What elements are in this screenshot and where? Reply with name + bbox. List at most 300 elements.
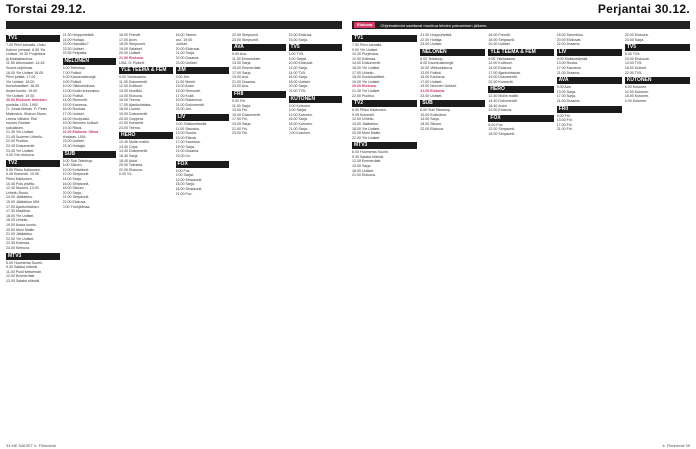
program-listing: 21.00 Elokuva. [352,173,376,178]
program-listing: 22.00 Elokuva. [62,200,87,204]
program-listing: Uutiset. [175,42,188,47]
program-listing: 13.00 Autot. [175,84,195,89]
program-listing: 17.00 Frii. [556,122,573,127]
program-listing: 23.00 Sarja. [288,37,308,42]
program-listing: 22.00 Elokuva. [288,33,313,37]
program-listing: 9.30 Salatut elämät. [352,154,384,159]
program-listing: 0.00 Yöohjelmaa. [62,204,91,209]
program-listing: 15.00 Kauneus. [62,102,88,107]
program-listing: nuoren Ruotsin [6,121,31,126]
program-listing: 10.00 Viikkoelokuva. [62,84,96,89]
program-listing: 17.00 Ajankohtaista. [488,70,521,75]
program-listing: 23.00 Frii. [232,131,248,136]
program-listing: 9.45 Kummeli. 10.00 [6,172,39,177]
listing-column [488,33,553,439]
program-listing: 12.00 Kutonen. [624,89,650,94]
channel-header: TV5 [289,44,343,51]
listing-column [557,33,622,439]
program-listing: 13.00 Frii. [232,108,248,113]
program-listing: 13.00 Sarja. [232,61,252,66]
program-listing: 13.00 Frii. [556,118,573,123]
program-listing: 6.00 Kutonen. [288,103,311,108]
program-listing: 21.30 Yle Uutiset. [352,88,381,93]
program-listing: 9.45 Kummeli. [352,112,375,117]
program-listing: 18.00 Uutiset. [352,168,375,173]
program-listing: O: Jonas Mekas. P: Peter [6,107,47,112]
program-listing: 12.00 Urheilu. [352,117,375,122]
channel-header: FOX [488,115,553,122]
program-listing: 13.00 Poliisit. [420,70,442,75]
program-listing: 16.00 Sarja. [288,75,308,80]
channel-header: YLE TEEMA & FEM [119,67,173,74]
program-listing: 18.00 Tammi- [175,33,198,37]
channel-header: LIV [557,49,622,56]
program-listing: 23.00 Uutiset. [420,93,443,98]
program-listing: 21.00 Frii. [232,126,248,131]
program-listing: 9.00 Ava. [232,52,247,57]
channel-header: YLE TEEMA & FEM [488,49,553,56]
footer-left: 34 ME NAISET Ir. Filmiviesti [6,443,57,448]
program-listing: 17.00 Kauneus. [556,65,582,70]
program-listing: 15.00 Sarja. [175,182,195,187]
program-listing: 6.00 Sub Teleshop. [62,158,94,163]
program-listing: 10.30 Purjehdus. [352,52,380,57]
program-listing: 21.00 Sarja. [175,51,195,56]
program-listing: 20.00 Moni Mallin. [352,131,382,136]
program-listing: 14.00 TV5. [288,70,307,75]
program-listing: 18.00 Yle Uutiset. [6,213,35,218]
program-listing: 12.00 Sarja. [288,65,308,70]
program-listing: 21.00 Draama. [232,79,256,84]
program-listing: 7.00 Pihvi samalla. [352,43,383,47]
channel-header: HERO [119,132,173,139]
program-listing: 17.00 Kokit. [175,93,195,98]
program-listing: Uutiset. 10.30 Purjehdus [6,52,46,57]
program-listing: 9.00 Jim. [175,75,191,80]
program-listing: 7.00 Poliisit. [62,70,82,75]
program-listing: 18.00 Uutiset. [288,79,311,84]
program-listing: 14.40 Dokumentti. [488,98,518,103]
program-listing: 21.00 Simpsonit. [62,195,90,200]
program-listing: 20.00 Ooppera. [119,116,144,121]
program-listing: 14.00 TV5. [624,61,643,66]
program-listing: USA. O: Robert. [119,60,145,65]
program-listing: 18.40 Autot. [119,158,139,163]
program-listing: 11.55 Ulkomaiset. 14.45 [6,61,45,66]
program-listing: 19.00 Sarja. [232,121,252,126]
program-listing: 21.00 Dokumentti. [175,102,205,107]
program-listing: 9.00 Ykkösaamu. [119,75,147,80]
program-listing: 17.00 Uutiset. [62,111,85,116]
program-listing: 21.30 Huippuhetkiä. [420,33,453,37]
program-listing: 18.00 Yle Uutiset. [352,126,381,131]
program-listing: 0.00 Yö. [119,172,133,177]
program-listing: 18.40 Autot. [488,103,508,108]
movie-listing: 21.00 Elokuva. [119,55,144,60]
listing-column [352,33,417,439]
movie-listing: 20.00 Elokuva: Ihmisten [6,98,47,103]
program-listing: 6.00 Fox. [175,168,191,173]
program-listing: 11.00 Emmerdale. [232,56,262,61]
program-listing: 23.30 Uutiset. [62,46,85,51]
listing-column [6,33,60,439]
program-listing: 0.00 Kutonen. [624,98,648,103]
program-listing: 9.00 Poliisit. [62,79,82,84]
program-listing: 6.00 Kutonen. [624,85,648,90]
program-listing: 9.00 Yle Uutiset. [352,47,379,52]
top-bar-left [6,21,342,29]
channel-header: KUTONEN [625,77,690,84]
program-listing: 12.00 Simpsonit. [175,177,203,182]
program-listing: 19.30 Rikos. [62,125,83,130]
program-listing: Urheilu-Ruutu. [6,190,30,195]
program-listing: 19.00 Nelonen Uutiset. [420,84,457,89]
program-listing: 18.00 Kutonen. [624,94,650,99]
program-listing: 15.00 Jääkiekko. [352,121,379,126]
program-listing: 6.00 Fox. [488,122,504,127]
channel-header: LIV [176,114,230,121]
program-listing: ehdokas. USA. [62,134,87,139]
listing-columns-left [6,33,342,439]
program-listing: 23.55 Pelipaita. [62,51,88,56]
program-listing: 18.00 Sitcom. [62,186,85,191]
program-listing: 15.00 Dokumentti. [232,112,262,117]
listing-columns-right [352,33,690,439]
program-listing: 22.00 Puoliso. [6,139,29,144]
program-listing: 16.00 Yle Uutiset 16.05 [6,70,44,75]
program-listing: 20.00 Elokuvat. [175,46,201,51]
program-listing: 12.00 Kulttuuri. [488,61,513,66]
program-listing: puolella. USA. 1992. [6,102,39,107]
program-listing: 8.00 Sitcom. [62,163,83,168]
program-listing: 23.00 Liv. [175,154,191,159]
program-listing: 23.00 Uutiset. [420,42,443,47]
program-listing: sukulaisen. [6,125,24,130]
program-listing: 22.00 Elokuva. [488,108,513,113]
program-listing: 23.00 Jim. [175,107,193,112]
program-listing: 11.00 Dokumentti. [119,79,148,84]
program-listing: 13.00 Ruoka. [175,131,197,136]
program-listing: 6.00 Teleshop. [420,56,444,61]
program-listing: 18.00 Kuninkaalliset. [352,75,386,80]
program-listing: ja Mokkakauhua. [6,56,34,61]
movie-listing: 21.00 Elokuva: Oikea [62,130,99,135]
program-listing: 22.00 Konsertti. [488,79,514,84]
program-listing: 12.00 Simpsonit. [488,127,516,132]
program-listing: 21.00 Draama. [175,149,200,154]
program-listing: 21.30 Huippuhetkiä. [62,33,95,37]
program-listing: 23.00 Uutiset. [62,139,85,144]
program-listing: 17.00 Alvin. [119,37,138,42]
program-listing: 12.40 Mullin mallin. [119,140,150,145]
program-listing: 19.00 Nelonen Uutiset. [62,121,100,126]
listing-column [63,33,117,439]
program-listing: 22.00 Elokuva. [119,167,143,172]
program-listing: 9.00 Sarjat. [288,108,307,113]
program-listing: 16.00 Teema. [119,98,141,103]
channel-header: TV2 [6,160,60,167]
program-listing: 22.00 Konsertti. [119,121,145,126]
program-listing: Suomi-ohjelmaa. [6,65,33,70]
channel-header: JIM [176,67,230,74]
program-listing: 21.00 Draama. [556,98,581,103]
program-listing: 23.00 Ava. [232,84,249,89]
program-listing: 22.00 Yle Uutiset. [352,135,381,140]
program-listing: 6.00 Huomenta Suomi. [352,150,389,155]
listing-column [119,33,173,439]
program-listing: 6.00 TV5. [624,52,641,57]
program-listing: 18.00 Simpsonit. [175,187,203,192]
program-listing: 15.00 Sarja. [288,117,308,122]
program-listing: 22.00 Draama. [556,42,581,47]
program-listing: 11.00 Meteli. [175,79,196,84]
program-listing: 18.00 Tammikuu. [556,33,584,37]
program-listing: 0.00 Yön elokuva. [6,153,35,158]
channel-header: TV1 [6,35,60,42]
program-listing: 10.00 Kotivideot. [62,167,90,172]
program-listing: 16.40 Sarja. [119,154,139,159]
program-listing: 14.00 Sarja. [62,177,82,182]
channel-header: TV1 [352,35,417,42]
program-listing: 23.30 Hoitajat. [62,144,86,149]
channel-header: FOX [176,161,230,168]
program-listing: 17.00 Sarja. [556,94,576,99]
program-listing: 18.00 Simpsonit. [119,42,146,47]
program-listing: 23.00 Uutiset. [175,60,198,65]
channel-header: HERO [488,86,553,93]
program-listing: 16.00 Ruokaa. [62,107,86,112]
top-bar-right [352,21,690,29]
program-listing: 6.00 Sub Teleshop. [420,108,451,113]
program-listing: 23.00 Haluatko? [62,42,89,47]
program-listing: 15.00 Elämä. [175,135,197,140]
channel-header: NELONEN [63,58,117,65]
program-listing: 22.00 Elokuva. [420,126,444,131]
program-listing: 12.00 Kotimaa. [352,56,377,61]
program-listing: 17.00 Kauneus. [175,140,201,145]
program-listing: 10.00 Kotivideot. [420,112,447,117]
program-listing: 21.30 Yle Uutiset. [6,130,35,135]
program-listing: 19.00 Yle Uutiset. [352,79,381,84]
program-listing: 15.00 Kauneus. [420,75,446,80]
program-listing: 12.00 Simpsonit. [62,172,90,177]
program-listing: 20.00 Uutiset. [488,42,511,47]
program-listing: 20.00 Sarja. [288,84,308,89]
program-listing: 9.30 Salatut elämät. [6,265,38,270]
program-listing: 14.00 Sarja. [420,117,440,122]
program-listing: 10.45 Pois pilvilta. [6,181,35,186]
program-listing: 11.00 Puoli seitsemän. [6,269,43,274]
program-listing: 10.00 Elokuvat. [624,56,650,61]
program-listing: 13.40 Cops. [119,144,139,149]
program-listing: 8.00 Sarjat. [288,56,307,61]
program-listing: 11.00 Sarja. [232,103,252,108]
program-listing: 22.00 Yle Uutiset. [6,236,35,241]
program-listing: 15.00 Emmerdale. [232,65,262,70]
program-listing: 17.00 Urheilu. [352,70,375,75]
program-listing: 18.00 Luonto. [119,107,141,112]
program-listing: 22.00 Draama. [175,55,200,60]
program-listing: 7.00 Pihvi samalla. Osku [6,43,46,47]
channel-header: AVA [557,77,622,84]
legend-text: Ohjelmatiedot saattavat muuttua lehden painumisen jälkeen. [380,22,488,28]
program-listing: 9.00 Sarjat. [175,173,194,178]
channel-header: AVA [232,44,286,51]
program-listing: 19.00 Salaiset. [119,46,143,51]
program-listing: 22.00 TV5. [288,88,307,93]
program-listing: 6.50 Pikku Kakkonen. [352,108,387,113]
program-listing: 14.00 Dokumentti. [352,61,382,66]
listing-column [176,33,230,439]
program-listing: 15.00 Sarja. [352,164,372,169]
program-listing: 19.00 Rakennus. [175,98,203,103]
program-listing: 6.50 Pikku Kakkonen. [6,167,41,172]
program-listing: 22.00 Hoitaja. [62,37,85,42]
channel-header: FRII [232,91,286,98]
program-listing: 18.25 Urheilu. [6,218,29,223]
channel-header: KUTONEN [289,96,343,103]
channel-header: TV2 [352,100,417,107]
program-listing: 21.00 Jääkiekko. [6,232,33,237]
legend-chip: Elokuva [354,22,375,28]
channel-header: NELONEN [420,49,485,56]
program-listing: Yle Uutiset. 19.30 [6,93,35,98]
channel-header: MTV3 [6,253,60,260]
program-listing: 10.00 Elokuvat. [288,61,314,66]
program-listing: 18.00 Simpsonit. [488,131,516,136]
program-listing: 19.00 Avara luonto. [6,222,37,227]
program-listing: 17.30 Maailma. [6,209,31,214]
channel-header: TV5 [625,44,690,51]
program-listing: 20.00 Toiminta. [119,163,144,168]
channel-header: MTV3 [352,142,417,149]
program-listing: 19.00 Ava. [232,75,249,80]
program-listing: 19.00 Dokumentti. [119,111,149,116]
program-listing: Pikku Kakkonen. [6,177,33,182]
program-listing: 18.00 Kutonen. [288,121,313,126]
program-listing: Avara luonto. 19.00 [6,88,38,93]
program-listing: 22.00 Simpsonit. [232,33,259,37]
program-listing: 12.40 Mullin mallin. [488,94,520,99]
program-listing: Kainun porsaat. 8.55 Yle [6,47,46,52]
program-listing: 12.00 Kodin kunnostus. [62,88,101,93]
program-listing: 14.00 Jääkiekko. [6,195,33,200]
program-listing: 21.00 Draama. [556,70,581,75]
program-listing: 18.00 Huvipuisto. [62,116,91,121]
program-listing: 12.00 Kutonen. [288,112,313,117]
program-listing: 13.00 Sarja. [556,89,576,94]
program-listing: 16.00 Frendit. [119,33,142,37]
program-listing: 22.45 Dokumentti. [6,144,36,149]
program-listing: 13.00 Ruoka. [556,61,578,66]
program-listing: 8.00 Kauneuskirurgit. [420,61,455,66]
program-listing: 10.00 Viikkoelokuva. [420,65,454,70]
program-listing: Yle Uutiset. 18.00 [6,79,35,84]
program-listing: 18.00 Uutiset. [624,65,647,70]
program-listing: 20.00 Uutiset. [119,51,142,56]
program-listing: Malkovich, Sharon Stone, [6,111,47,116]
program-listing: 8.00 Kauneuskirurgit. [62,75,97,80]
program-listing: 17.00 Ajankohtaista. [119,102,152,107]
program-listing: 12.00 Emmerdale. [6,274,36,279]
program-listing: 23.00 Kiehuva. [6,245,30,250]
program-listing: Pihvi juhlaa. 17.00 [6,75,36,80]
program-listing: 14.00 Remontti. [62,98,88,103]
program-listing: 9.00 Frii. [232,98,246,103]
right-page [352,0,696,449]
program-listing: 16.00 Yle Uutiset. [352,65,381,70]
program-listing: 22.00 Elokuva. [624,33,649,37]
program-listing: 21.00 Frii. [556,127,573,132]
program-listing: 17.00 Uutiset. [420,79,443,84]
program-listing: 22.30 Kotimaa. [6,241,31,246]
program-listing: 21.00 Sarja. [288,126,308,131]
program-listing: 0.00 Kutonen. [288,131,311,136]
program-listing: kuu. 19.00 [175,37,193,42]
day-title-right: Perjantai 30.12. [597,2,690,16]
program-listing: 17.00 Sarja. [232,70,252,75]
footer-right: Ir. Filmiviesti 35 [662,443,690,448]
program-listing: 14.00 Elokuva. [119,93,143,98]
program-listing: 23.45 Yle Uutiset. [6,148,35,153]
program-listing: 6.00 Teleshop. [62,65,86,70]
program-listing: 9.00 Ava. [556,85,572,90]
program-listing: 20.00 Sarja. [62,190,82,195]
listing-column [232,33,286,439]
listing-column [289,33,343,439]
movie-listing: 21.00 Elokuva. [420,88,445,93]
program-listing: 21.00 Fox. [175,191,193,196]
program-listing: 9.00 Sinkkuelämää. [556,56,589,61]
movie-listing: 20.00 Elokuva. [352,84,377,89]
program-listing: 16.00 Frendit. [488,33,511,37]
program-listing: 13.00 Salatut elämät. [6,278,40,283]
program-listing: 21.45 Suomen Urheilu. [6,134,43,139]
program-listing: 6.00 TV5. [288,52,305,57]
program-listing: 6.00 Huomenta Suomi. [6,260,43,265]
program-listing: 22.00 Puoliso. [352,93,375,98]
program-listing: 11.00 Sisustus. [175,126,200,131]
program-listing: 16.00 Simpsonit. [62,181,90,186]
program-listing: 23.00 Teema. [119,125,141,130]
program-listing: 17.00 Frii. [232,117,248,122]
program-listing: 20.00 Moni Mallin. [6,227,36,232]
listing-column [420,33,485,439]
channel-header: FRII [557,106,622,113]
program-listing: 23.00 Simpsonit. [232,37,259,42]
program-listing: 13.00 Musiikki. [119,88,143,93]
program-listing: 9.00 Frii. [556,113,571,118]
left-page [0,0,344,449]
program-listing: 22.00 TV5. [624,70,643,75]
program-listing: 9.00 Ykkösaamu. [488,56,517,61]
listing-column [625,33,690,439]
program-listing: 22.00 Hoitaja. [420,37,443,42]
channel-header: SUB [420,100,485,107]
program-listing: 9.00 Sinkkuelämää. [175,121,208,126]
program-listing: 15.00 Jääkiekon MM. [6,200,41,204]
program-listing: 20.00 Elokuvat. [556,37,582,42]
program-listing: 12.00 Emmerdale. [352,159,382,164]
program-listing: 23.00 Sarja. [624,37,645,42]
program-listing: 15.00 Remontti. [175,88,201,93]
program-listing: 19.00 Dokumentti. [488,75,518,80]
program-listing: 13.00 Poliisit. [62,93,84,98]
day-title-left: Torstai 29.12. [6,2,87,16]
program-listing: 14.00 Elokuva. [488,65,513,70]
program-listing: 18.00 Simpsonit. [488,37,516,42]
program-listing: 12.00 Kulttuuri. [119,84,144,89]
